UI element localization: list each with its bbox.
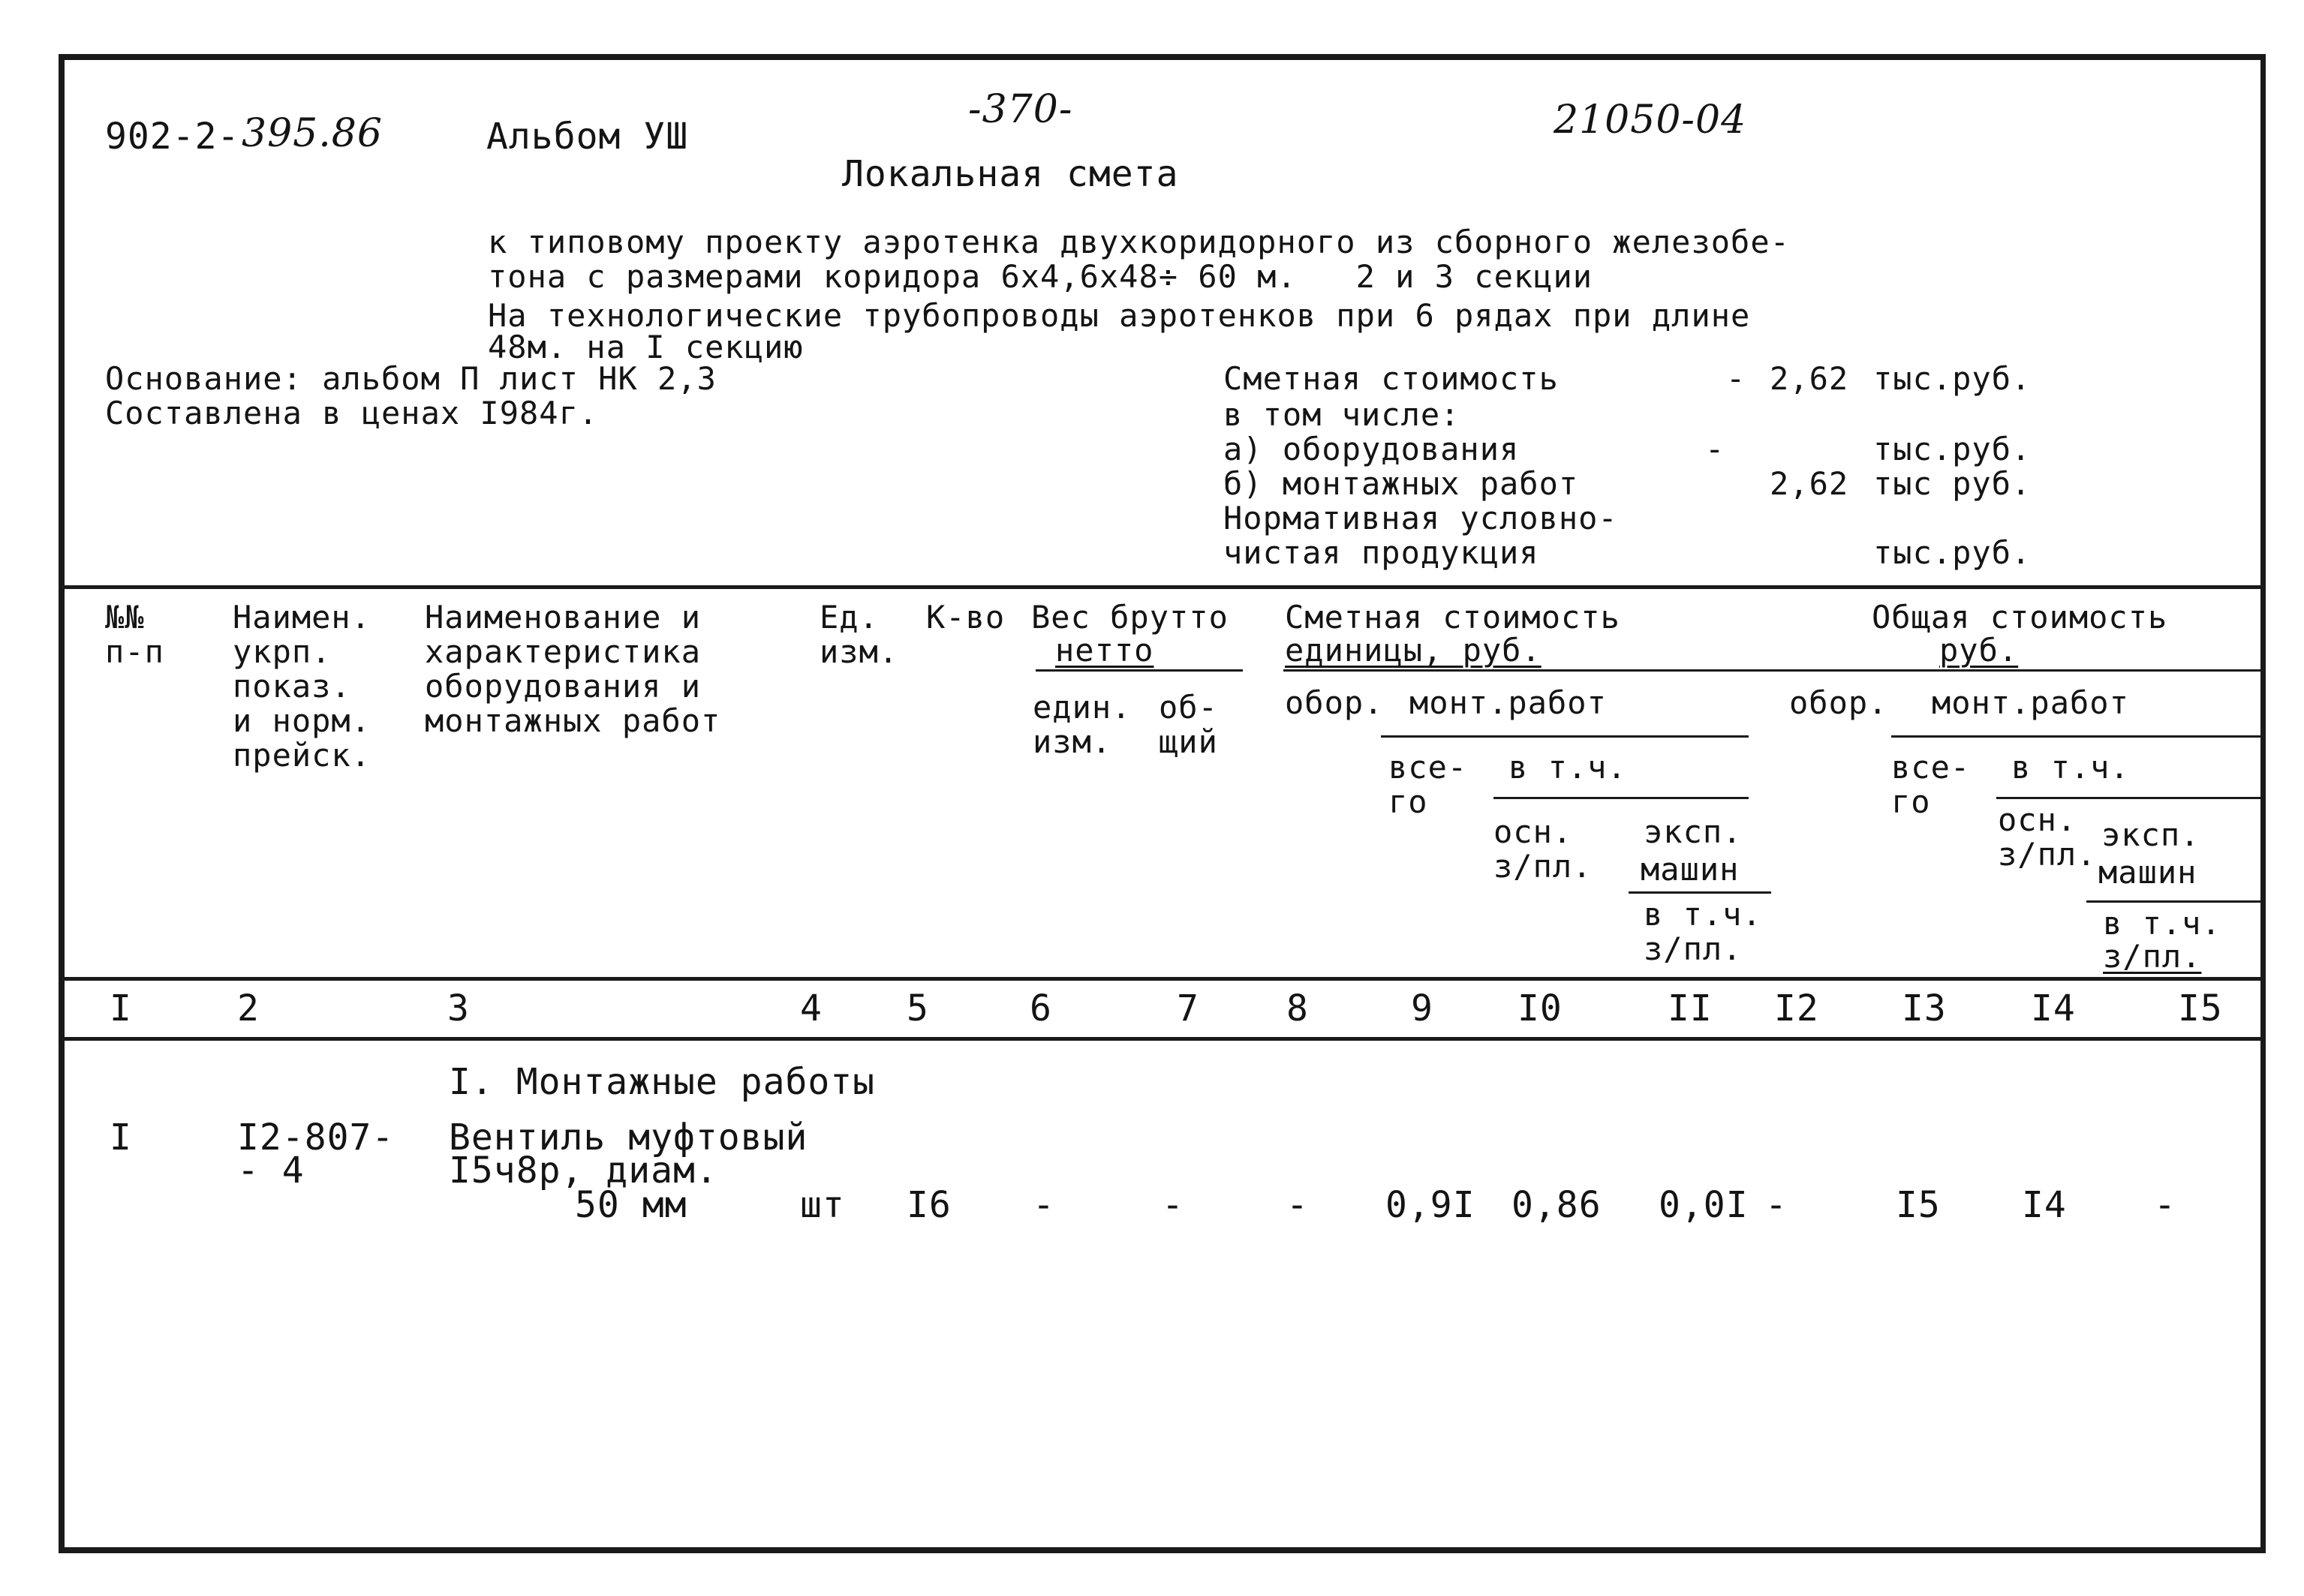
normative-label-1: Нормативная условно- [1223,500,1618,537]
column-number-15: I5 [2178,987,2223,1029]
row-unit: шт [800,1184,845,1226]
including-label: в том числе: [1223,396,1460,433]
equipment-dash: - [1705,431,1725,467]
installation-label: б) монтажных работ [1223,465,1579,502]
description-line-4: 48м. на I секцию [488,329,804,365]
description-line-2: тона с размерами коридора 6x4,6x48÷ 60 м. 2 и 3 секции [488,258,1593,295]
total-cost-machine-wages-2: з/пл. [2103,938,2202,975]
mont-rule-1 [1381,735,1749,738]
row-code-2: - 4 [237,1150,305,1192]
row-weight-unit: - [1033,1184,1055,1226]
total-cost-base-wages: осн. з/пл. [1998,801,2097,873]
total-cost-installation: монт.работ [1932,684,2129,721]
album-label: Альбом УШ [486,116,689,158]
cost-rule [1283,669,2260,672]
mont-rule-2 [1891,735,2260,738]
col-header-quantity: К-во [926,599,1006,636]
page-number: -370- [968,87,1073,132]
total-cost-including: в т.ч. [2011,749,2130,786]
total-cost-label: Сметная стоимость [1223,360,1559,397]
mashin-rule-1 [1629,891,1771,894]
col-header-code: Наимен. укрп. показ. и норм. прейск. [233,599,371,774]
row-name-1: Вентиль муфтовый [449,1117,808,1159]
row-unit-install-total: 0,9I [1385,1184,1475,1226]
unit-cost-all: все- го [1388,749,1468,820]
doc-code-prefix: 902-2- [105,116,240,158]
column-number-2: 2 [237,987,260,1029]
column-number-1: I [110,987,132,1029]
normative-label-2: чистая продукция [1223,534,1539,571]
column-number-3: 3 [447,987,470,1029]
row-total-machine: - [2154,1184,2176,1226]
unit-cost-title: Сметная стоимость [1285,599,1620,636]
total-cost-all: все- го [1891,749,1971,820]
unit-cost-including: в т.ч. [1508,749,1627,786]
installation-value: 2,62 [1770,465,1849,502]
unit-cost-machine-label: эксп. [1644,813,1743,850]
description-line-3: На технологические трубопроводы аэротенков при 6 рядах при длине [488,297,1751,334]
doc-code-handwritten: 395.86 [242,111,383,156]
col-header-net-weight: нетто [1055,632,1154,669]
column-number-11: II [1668,987,1713,1029]
row-total-base-wages: I4 [2022,1184,2067,1226]
column-number-7: 7 [1177,987,1199,1029]
total-cost-value: 2,62 [1770,360,1849,397]
basis-line: Основание: альбом П лист НК 2,3 [105,360,717,397]
total-cost-machine-label-2: машин [2098,854,2197,891]
total-cost-title: Общая стоимость [1872,599,2168,636]
row-code-1: I2-807- [237,1117,395,1159]
column-number-12: I2 [1774,987,1819,1029]
col-header-number: №№ п-п [105,599,164,670]
column-numbers-top-rule [65,977,2260,981]
unit-cost-subtitle: единицы, руб. [1285,632,1542,669]
inventory-number: 21050-04 [1554,98,1747,143]
total-cost-equipment: обор. [1789,684,1888,721]
section-title: I. Монтажные работы [449,1061,876,1103]
unit-cost-machine-wages: в т.ч. з/пл. [1644,896,1762,967]
col-header-gross-weight: Вес брутто [1031,599,1229,636]
column-number-10: I0 [1517,987,1563,1029]
unit-cost-machine-label-2: машин [1641,851,1740,888]
mashin-rule-2 [2086,900,2260,903]
column-number-5: 5 [907,987,929,1029]
column-number-8: 8 [1286,987,1309,1029]
total-cost-machine-label: эксп. [2101,816,2200,853]
row-unit-equipment: - [1286,1184,1309,1226]
row-name-2: I5ч8р, диам. [449,1150,718,1192]
col-header-per-unit-weight: един. изм. [1033,689,1132,760]
unit-cost-equipment: обор. [1285,684,1384,721]
total-cost-subtitle: руб. [1939,632,2019,669]
total-cost-unit: тыс.руб. [1873,360,2032,397]
installation-unit: тыс руб. [1873,465,2032,502]
col-header-total-weight: об- щий [1159,689,1218,760]
row-unit-base-wages: 0,86 [1511,1184,1602,1226]
vtch-rule-2 [1996,797,2260,799]
weight-rule [1036,669,1243,672]
equipment-unit: тыс.руб. [1873,431,2032,467]
unit-cost-installation: монт.работ [1409,684,1607,721]
column-number-14: I4 [2031,987,2076,1029]
column-number-13: I3 [1902,987,1947,1029]
description-line-1: к типовому проекту аэротенка двухкоридорного из сборного железобе- [488,224,1790,260]
table-top-rule [65,585,2260,589]
row-number: I [110,1117,132,1159]
column-numbers-bottom-rule [65,1037,2260,1041]
vtch-rule-1 [1493,797,1749,799]
normative-unit: тыс.руб. [1873,534,2032,571]
row-total-install: I5 [1896,1184,1941,1226]
column-number-9: 9 [1411,987,1433,1029]
equipment-label: а) оборудования [1223,431,1520,467]
column-number-6: 6 [1030,987,1052,1029]
row-quantity: I6 [907,1184,952,1226]
column-number-4: 4 [800,987,823,1029]
total-cost-machine-wages: в т.ч. [2103,905,2221,942]
row-weight-total: - [1162,1184,1184,1226]
col-header-name: Наименование и характеристика оборудования и монтажных работ [425,599,721,739]
row-total-equipment: - [1765,1184,1788,1226]
unit-cost-base-wages: осн. з/пл. [1493,813,1593,885]
document-title: Локальная смета [842,153,1179,195]
prices-line: Составлена в ценах I984г. [105,395,599,431]
row-unit-machine: 0,0I [1659,1184,1749,1226]
total-cost-dash: - [1726,360,1746,397]
row-name-3: 50 мм [575,1184,687,1226]
col-header-unit: Ед. изм. [820,599,899,670]
